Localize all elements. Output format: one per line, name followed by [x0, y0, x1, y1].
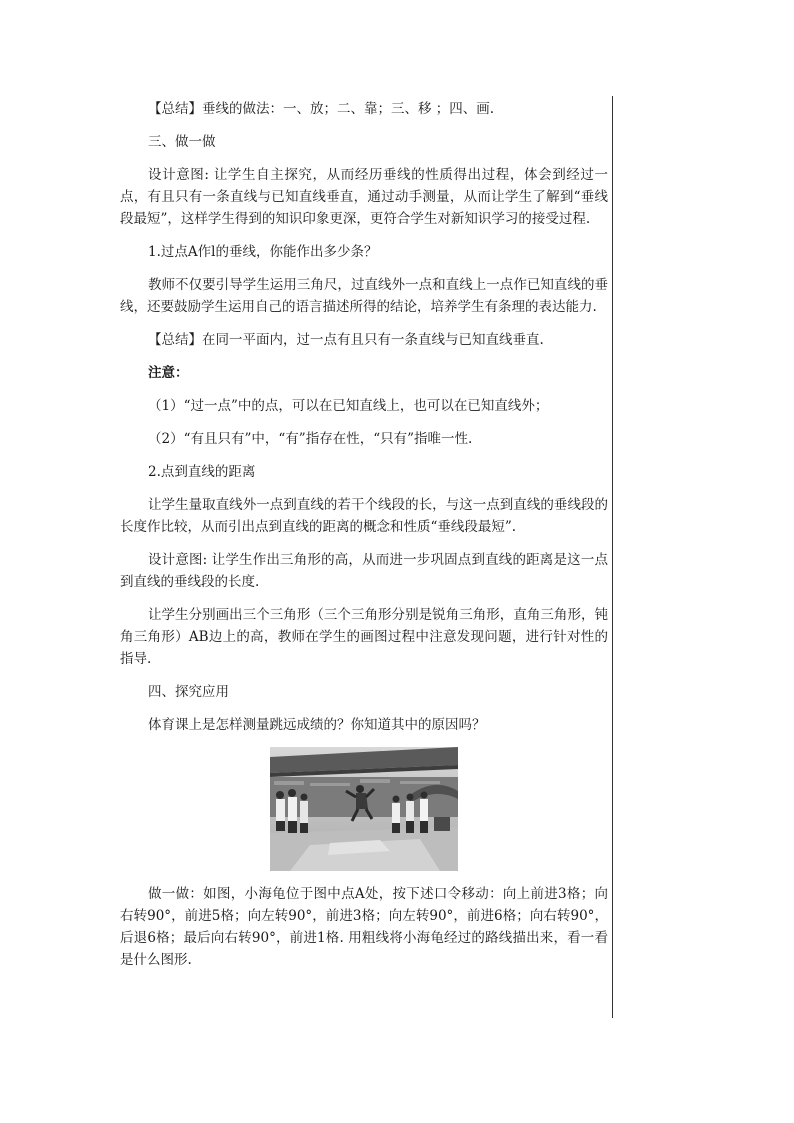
table-border-right	[612, 96, 613, 1018]
long-jump-photo	[270, 747, 458, 871]
question-1: 1.过点A作l的垂线，你能作出多少条？	[148, 244, 378, 260]
section-heading-try: 三、做一做	[148, 134, 216, 150]
design-intent-1: 设计意图: 让学生自主探究，从而经历垂线的性质得出过程，体会到经过一点，有且只有一条直线与已知直线垂直，通过动手测量，从而让学生了解到“垂线段最短”，这样学生得到的知识印象更深，更符合学生对新知识学习的接受过程.	[120, 167, 608, 227]
note-2: （2）“有且只有”中，“有”指存在性，“只有”指唯一性.	[148, 431, 473, 447]
draw-altitude-activity: 让学生分别画出三个三角形（三个三角形分别是锐角三角形，直角三角形，钝角三角形）AB边上的高，教师在学生的画图过程中注意发现问题，进行针对性的指导.	[120, 607, 608, 667]
pe-question: 体育课上是怎样测量跳远成绩的？你知道其中的原因吗？	[148, 717, 486, 733]
measure-activity: 让学生量取直线外一点到直线的若干个线段的长，与这一点到直线的垂线段的长度作比较，从而引出点到直线的距离的概念和性质“垂线段最短”.	[120, 497, 608, 535]
lesson-content	[120, 96, 608, 982]
note-title: 注意：	[148, 365, 189, 381]
question-2: 2.点到直线的距离	[148, 464, 256, 480]
summary-perpendicular-method: 【总结】垂线的做法：一、放；二、靠；三、移 ；四、画.	[148, 101, 495, 117]
design-intent-2: 设计意图: 让学生作出三角形的高，从而进一步巩固点到直线的距离是这一点到直线的垂线段的长度.	[120, 552, 608, 590]
teacher-guidance: 教师不仅要引导学生运用三角尺，过直线外一点和直线上一点作已知直线的垂线，还要鼓励学生运用自己的语言描述所得的结论，培养学生有条理的表达能力.	[120, 277, 608, 315]
photo-container	[120, 747, 608, 871]
try-activity: 做一做：如图，小海龟位于图中点A处，按下述口令移动：向上前进3格；向右转90°，前进5格；向左转90°，前进3格；向左转90°，前进6格；向右转90°，后退6格；最后向右转90°，前进1格. 用粗线将小海龟经过的路线描出来，看一看是什么图形.	[120, 886, 608, 968]
section-heading-explore: 四、探究应用	[148, 684, 229, 700]
summary-unique-perpendicular: 【总结】在同一平面内，过一点有且只有一条直线与已知直线垂直.	[148, 332, 544, 348]
note-1: （1）“过一点”中的点，可以在已知直线上，也可以在已知直线外；	[148, 398, 549, 414]
